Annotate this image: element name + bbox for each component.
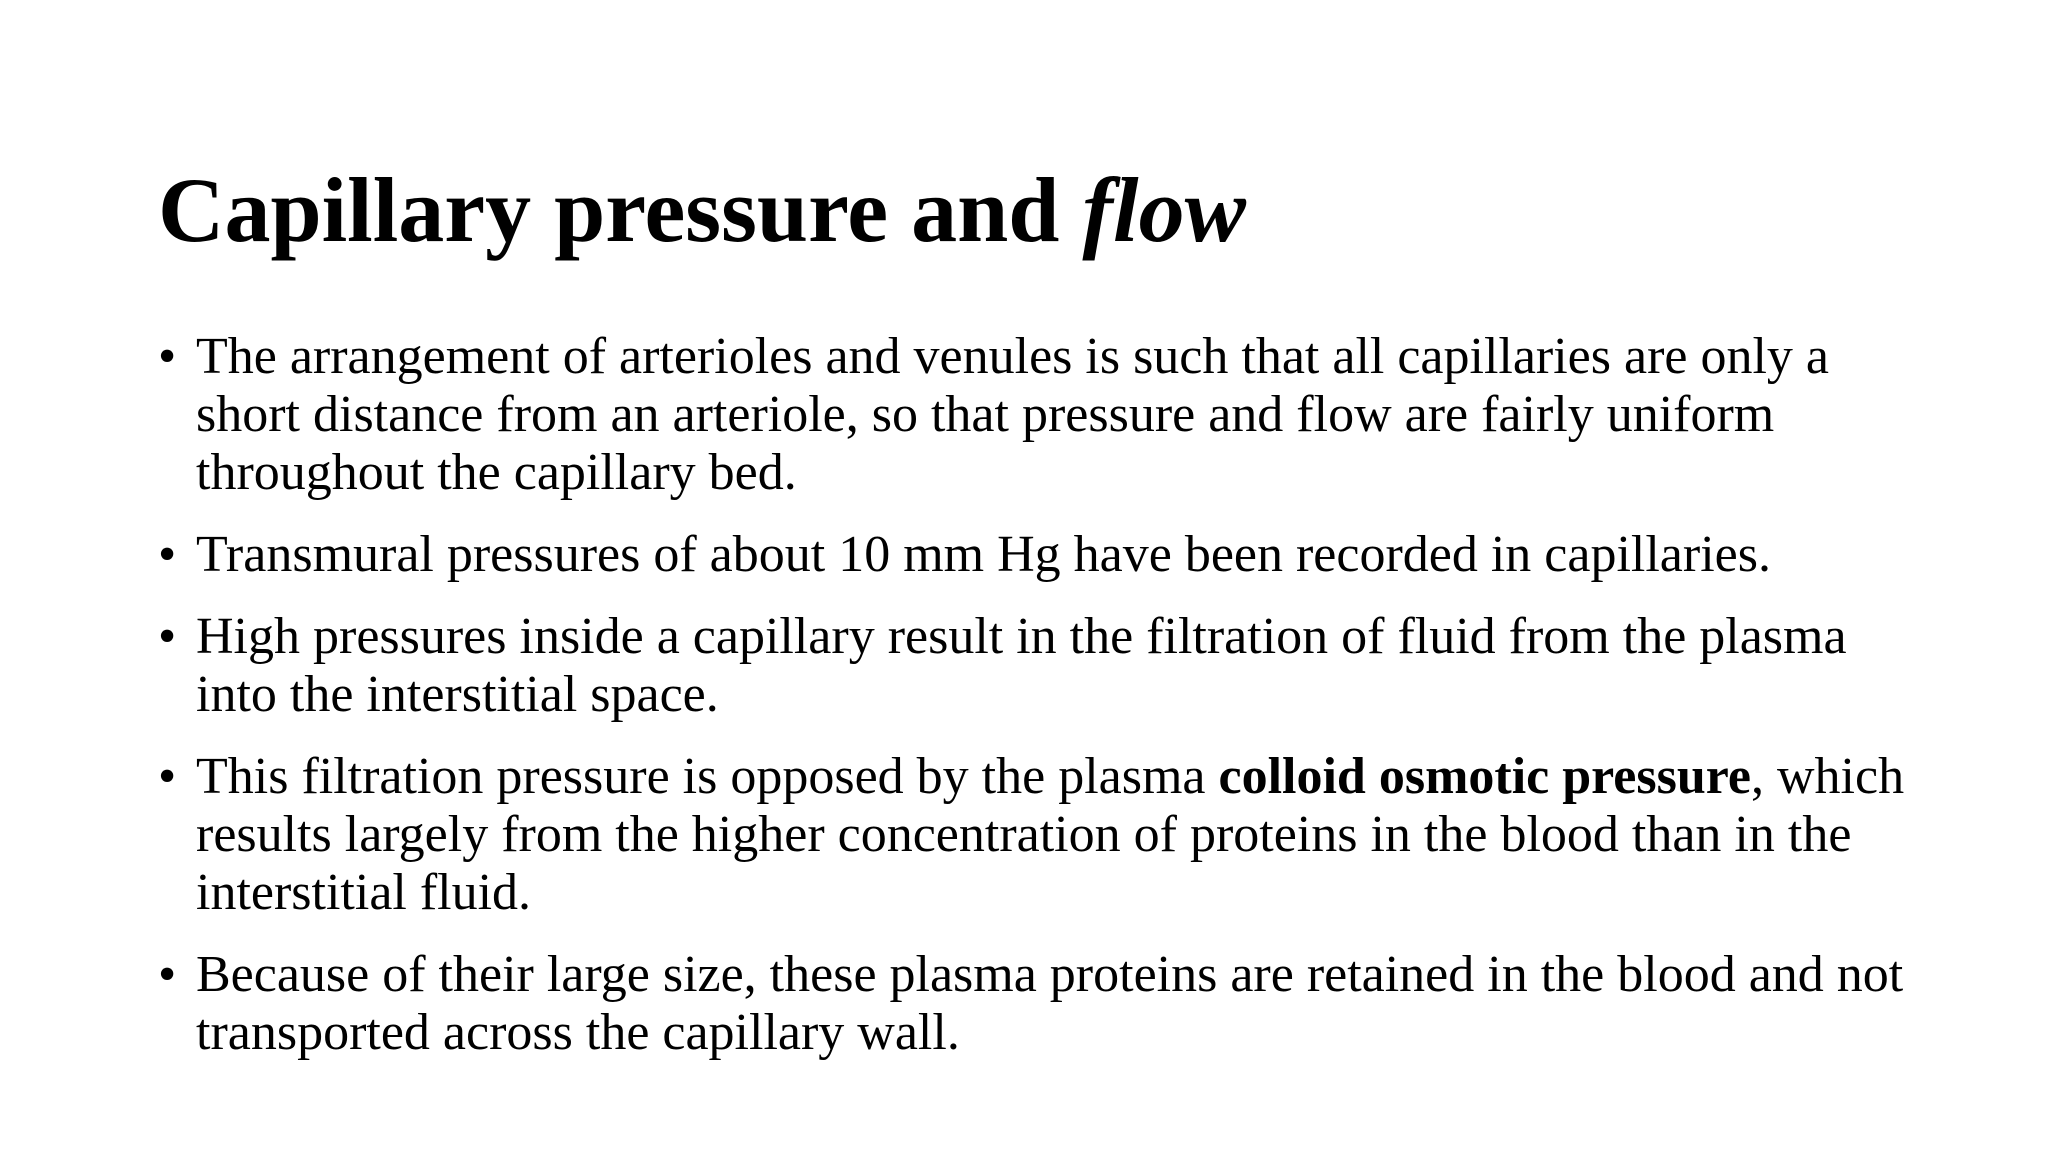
- bullet-dot: •: [158, 526, 177, 583]
- bullet-dot: •: [158, 946, 177, 1003]
- bullet-item: [158, 946, 1918, 1062]
- slide-title: [158, 160, 1246, 261]
- bold-term: colloid osmotic pressure: [1218, 748, 1751, 805]
- bullet-dot: •: [158, 328, 177, 385]
- bullet-dot: •: [158, 608, 177, 665]
- slide-title-emphasis: flow: [1082, 159, 1246, 261]
- slide-title-main: Capillary pressure and: [158, 159, 1083, 261]
- bullet-item: [158, 526, 1918, 584]
- bullet-dot: •: [158, 748, 177, 805]
- bullet-text: Transmural pressures of about 10 mm Hg have been recorded in capillaries.: [196, 526, 1771, 583]
- bullet-text: Because of their large size, these plasma proteins are retained in the blood and not transported across the capillary wall.: [196, 946, 1904, 1061]
- bullet-text-part: , which results largely from the higher concentration of proteins in the blood than in the interstitial fluid.: [196, 748, 1905, 921]
- bullet-text: The arrangement of arterioles and venules is such that all capillaries are only a short distance from an arteriole, so that pressure and flow are fairly uniform throughout the capillary bed.: [196, 328, 1829, 501]
- bullet-text-part: This filtration pressure is opposed by the plasma: [196, 748, 1219, 805]
- bullet-list: [158, 328, 1918, 1086]
- bullet-text: [196, 748, 1904, 921]
- bullet-item: [158, 748, 1918, 922]
- bullet-item: [158, 328, 1918, 502]
- bullet-item: [158, 608, 1918, 724]
- bullet-text: High pressures inside a capillary result in the filtration of fluid from the plasma into the interstitial space.: [196, 608, 1847, 723]
